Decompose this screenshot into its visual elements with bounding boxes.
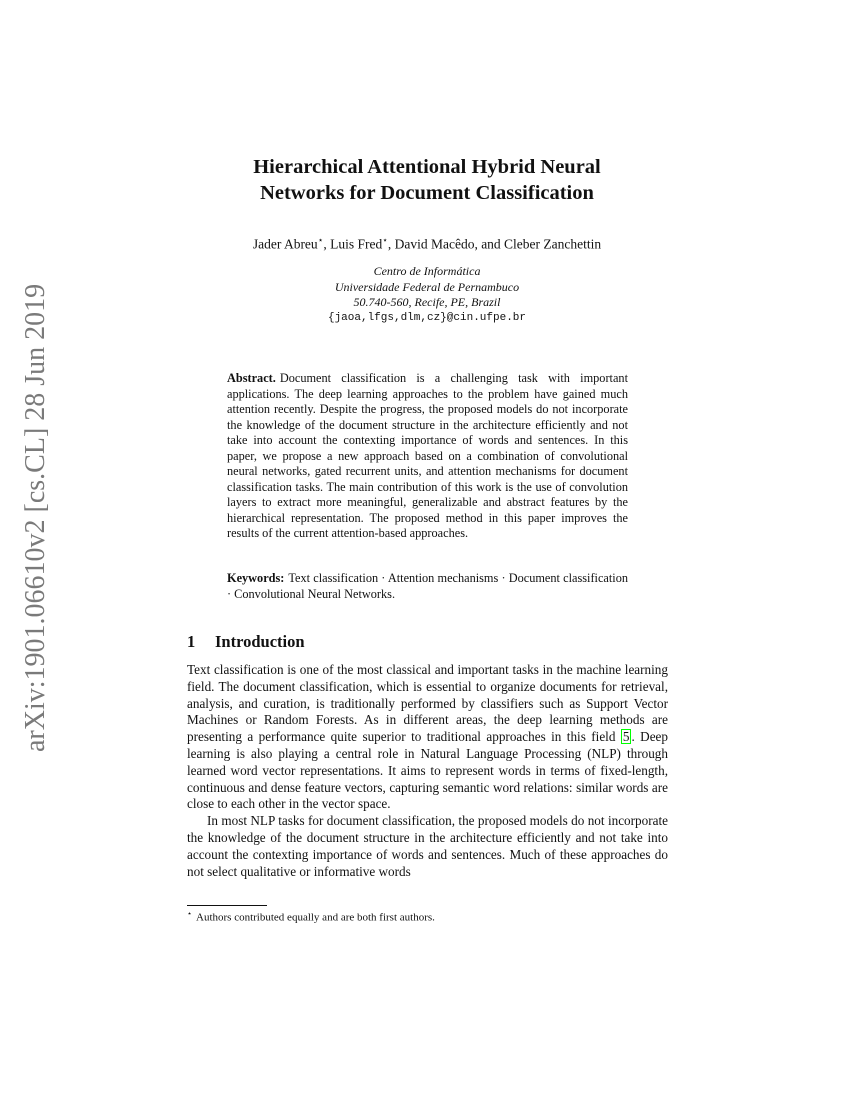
affiliation-line-1: Centro de Informática: [373, 264, 481, 278]
affiliation: [200, 264, 654, 326]
affiliation-line-2: Universidade Federal de Pernambuco: [334, 279, 520, 294]
affiliation-line-3: 50.740-560, Recife, PE, Brazil: [353, 295, 501, 309]
intro-p1-text-a: Text classification is one of the most classical and important tasks in the machine learning field. The document classification, which is essential to organize documents for retrieval, analysis, and curation, is traditionally performed by classifiers such as Support Vector Machines or Random Forests. As in different areas, the deep learning methods are presenting a performance quite superior to traditional approaches in this field: [187, 662, 668, 745]
author-email: {jaoa,lfgs,dlm,cz}@cin.ufpe.br: [327, 311, 527, 324]
arxiv-stamp: arXiv:1901.06610v2 [cs.CL] 28 Jun 2019: [20, 283, 51, 752]
citation-link[interactable]: 5: [622, 729, 630, 745]
intro-p1-text-b: . Deep learning is also playing a central role in Natural Language Processing (NLP) through learned word vector representations. It aims to represent words in terms of fixed-length, continuous and dense feature vectors, capturing semantic word relations: similar words are close to each other in the vector space.: [187, 729, 668, 812]
section-heading: [187, 632, 305, 652]
title-line-2: Networks for Document Classification: [260, 182, 594, 204]
abstract-label: Abstract.: [227, 371, 276, 385]
intro-paragraph-1: [187, 662, 668, 813]
introduction-body: [187, 662, 668, 880]
title-line-1: Hierarchical Attentional Hybrid Neural: [253, 156, 601, 178]
footnote-mark: ⋆: [187, 909, 193, 918]
author-1-star: ⋆: [317, 235, 324, 245]
section-number: 1: [187, 632, 196, 651]
author-1: Jader Abreu: [252, 236, 318, 252]
abstract-text: Document classification is a challenging task with important applications. The deep learning approaches to the problem have gained much attention recently. Despite the progress, the proposed models do not incorporate the knowledge of the document structure in the architecture efficiently and not take into account the contexting importance of words and sentences. In this paper, we propose a new approach based on a combination of convolutional neural networks, gated recurrent units, and attention mechanisms for document classification tasks. The main contribution of this work is the use of convolution layers to extract more meaningful, generalizable and abstract features by the hierarchical representation. The proposed method in this paper improves the results of the current attention-based approaches.: [227, 371, 628, 540]
intro-paragraph-2: In most NLP tasks for document classification, the proposed models do not incorporate the knowledge of the document structure in the architecture efficiently and not take into account the contexting importance of words and sentences. Much of these approaches do not select qualitative or informative words: [187, 813, 668, 879]
footnote-text: Authors contributed equally and are both first authors.: [196, 911, 435, 924]
author-2: , Luis Fred: [323, 236, 383, 252]
keywords-text: Text classification · Attention mechanisms · Document classification · Convolutional Neural Networks.: [227, 571, 628, 601]
section-title: Introduction: [215, 632, 305, 651]
keywords: [227, 571, 628, 602]
footnote-rule: [187, 905, 267, 906]
author-2-star: ⋆: [382, 235, 388, 245]
keywords-label: Keywords:: [227, 571, 285, 585]
footnote: [187, 909, 668, 924]
paper-title: [200, 154, 654, 206]
author-rest: , David Macêdo, and Cleber Zanchettin: [387, 236, 602, 252]
author-list: [200, 235, 654, 253]
abstract: [227, 371, 628, 542]
